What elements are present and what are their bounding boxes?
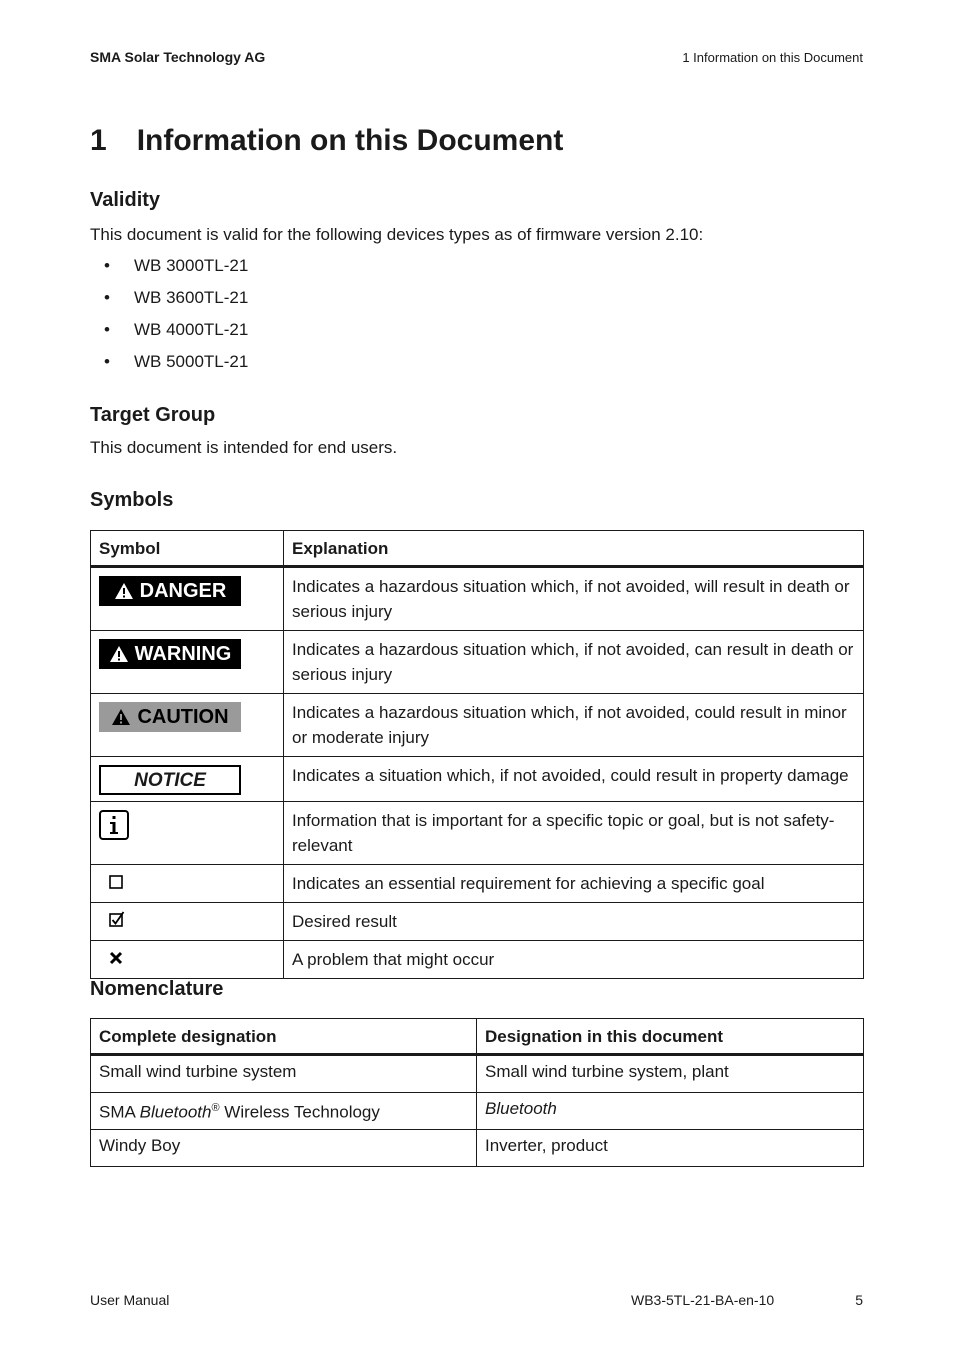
bullet-icon: • [104,320,110,339]
table-header-row [91,531,864,567]
checkbox-checked-icon [109,911,125,927]
table-row [91,631,864,694]
table-row [91,802,864,865]
column-header-symbol: Symbol [91,531,284,567]
explanation-cell: Information that is important for a specific topic or goal, but is not safety-relevant [284,802,864,865]
validity-intro: This document is valid for the following devices types as of firmware version 2.10: [90,225,704,244]
nomenclature-heading: Nomenclature [90,978,224,1000]
footer-document-id: WB3-5TL-21-BA-en-10 [631,1292,775,1308]
symbols-heading: Symbols [90,489,174,511]
header-section: 1 Information on this Document [682,50,863,65]
explanation-cell: A problem that might occur [284,941,864,979]
target-group-text: This document is intended for end users. [90,438,398,457]
complete-designation-cell: SMA Bluetooth® Wireless Technology [91,1093,477,1130]
page-title [90,124,563,158]
warning-badge: WARNING [99,639,241,669]
notice-badge: NOTICE [99,765,241,795]
table-row [91,1130,864,1167]
complete-designation-cell: Windy Boy [91,1130,477,1167]
nomenclature-table [90,1018,864,1167]
table-row [91,1055,864,1093]
explanation-cell: Indicates a hazardous situation which, if not avoided, can result in death or serious injury [284,631,864,694]
target-group-heading: Target Group [90,404,216,426]
table-row [91,694,864,757]
table-row [91,757,864,802]
list-item: • WB 3600TL-21 [90,284,248,316]
complete-designation-cell: Small wind turbine system [91,1055,477,1093]
document-designation-cell: Bluetooth [477,1093,864,1130]
list-item: • WB 5000TL-21 [90,348,248,380]
warning-triangle-icon [114,582,134,600]
danger-badge: DANGER [99,576,241,606]
document-designation-cell: Inverter, product [477,1130,864,1167]
table-row [91,1093,864,1130]
list-item: • WB 3000TL-21 [90,252,248,284]
column-header-explanation: Explanation [284,531,864,567]
table-row [91,941,864,979]
explanation-cell: Indicates a situation which, if not avoided, could result in property damage [284,757,864,802]
explanation-cell: Indicates an essential requirement for achieving a specific goal [284,865,864,903]
explanation-cell: Desired result [284,903,864,941]
column-header-document: Designation in this document [477,1019,864,1055]
column-header-complete: Complete designation [91,1019,477,1055]
warning-triangle-icon [111,708,131,726]
explanation-cell: Indicates a hazardous situation which, if not avoided, could result in minor or moderate injury [284,694,864,757]
list-item: • WB 4000TL-21 [90,316,248,348]
document-designation-cell: Small wind turbine system, plant [477,1055,864,1093]
bullet-icon: • [104,352,110,371]
bullet-icon: • [104,256,110,275]
explanation-cell: Indicates a hazardous situation which, if not avoided, will result in death or serious injury [284,567,864,631]
warning-triangle-icon [109,645,129,663]
header-company: SMA Solar Technology AG [90,49,266,65]
info-icon [99,810,129,840]
caution-badge: CAUTION [99,702,241,732]
chapter-title: Information on this Document [136,124,564,157]
validity-list [90,252,248,380]
page-number: 5 [855,1292,863,1308]
cross-icon [109,951,123,965]
table-row [91,865,864,903]
bullet-icon: • [104,288,110,307]
symbols-table [90,530,864,979]
table-row [91,903,864,941]
validity-heading: Validity [90,189,161,211]
table-header-row [91,1019,864,1055]
chapter-number: 1 [90,124,107,157]
table-row [91,567,864,631]
footer-manual-label: User Manual [90,1292,170,1308]
checkbox-empty-icon [109,875,123,889]
